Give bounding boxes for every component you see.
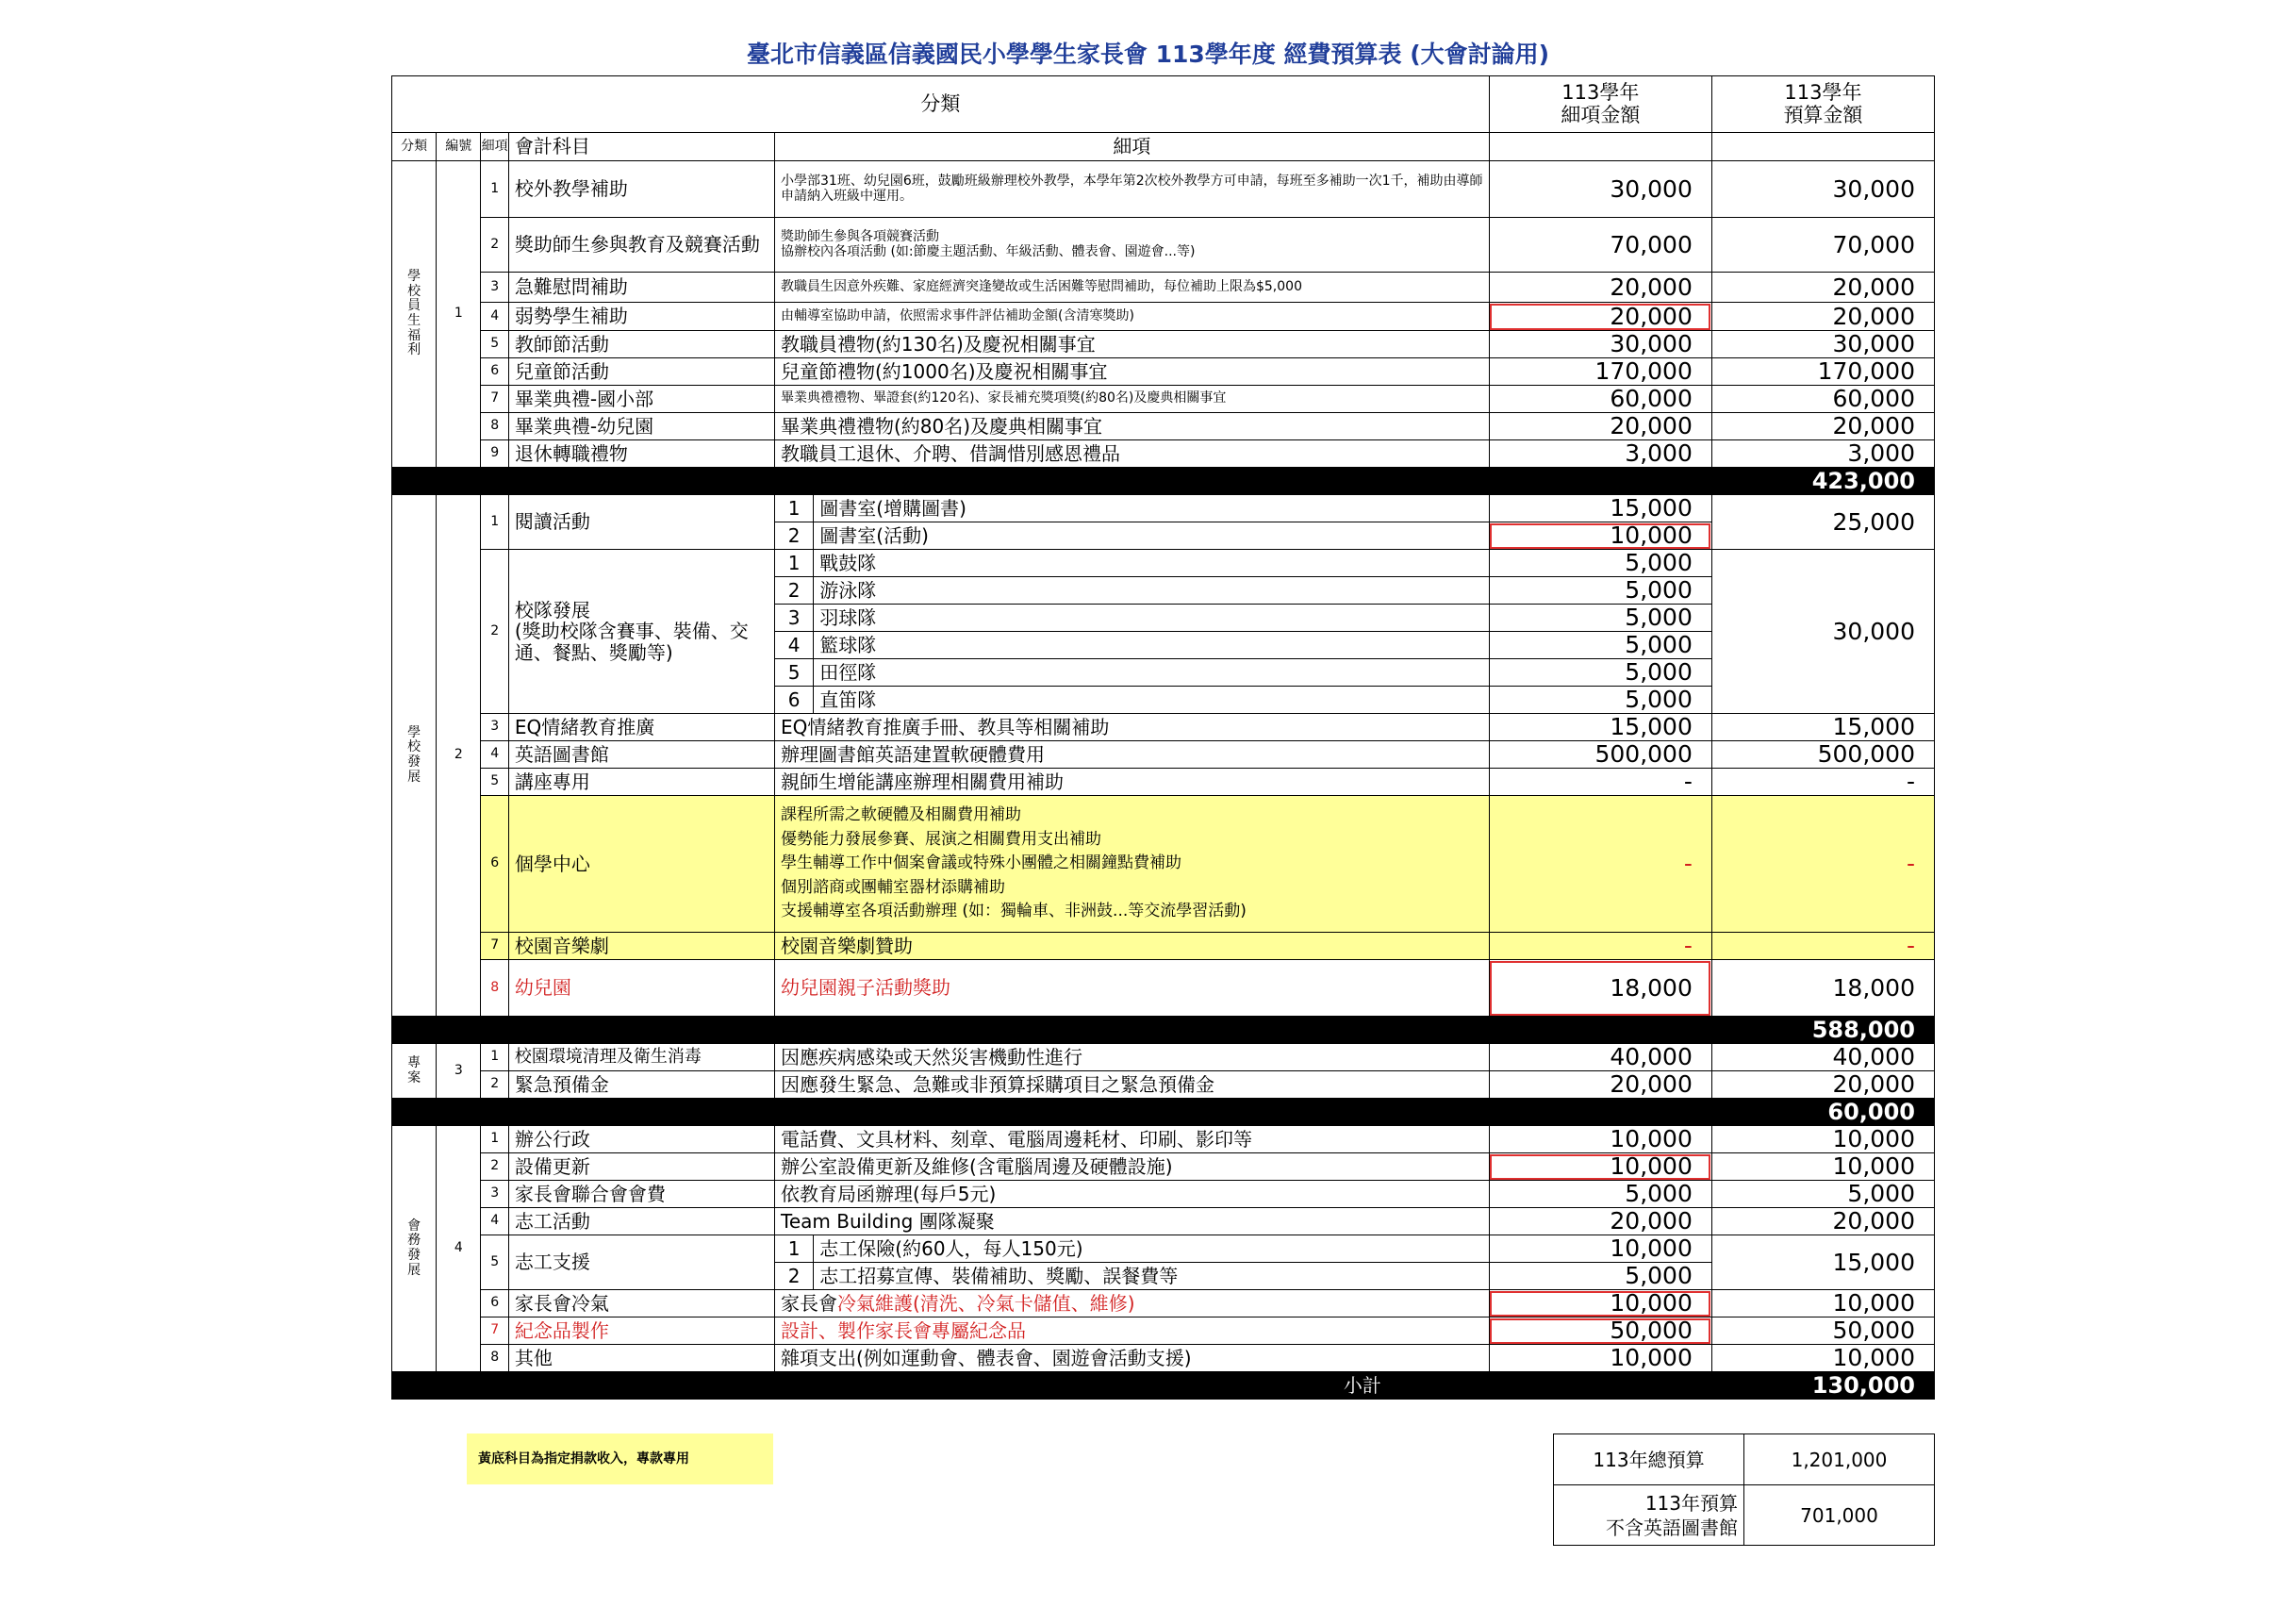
item-amount: 5,000 xyxy=(1489,1263,1711,1290)
header-sub-item: 細項 xyxy=(481,133,509,161)
item-no: 4 xyxy=(481,1208,509,1235)
item-amount: 5,000 xyxy=(1489,550,1711,577)
item-amount: - xyxy=(1489,769,1711,796)
subject-cell: 個學中心 xyxy=(508,796,774,933)
item-amount: 5,000 xyxy=(1489,605,1711,632)
item-amount: 10,000 xyxy=(1489,1290,1711,1317)
item-amount: 20,000 xyxy=(1489,1208,1711,1235)
detail-cell: Team Building 團隊凝聚 xyxy=(775,1208,1490,1235)
budget-amount: 170,000 xyxy=(1711,358,1934,386)
bar-cell xyxy=(392,468,1490,495)
subject-cell: 教師節活動 xyxy=(508,331,774,358)
subject-cell: 辦公行政 xyxy=(508,1126,774,1153)
table-row xyxy=(392,769,1935,796)
item-amount: 5,000 xyxy=(1489,577,1711,605)
item-amount: 20,000 xyxy=(1489,1071,1711,1099)
item-no: 6 xyxy=(481,1290,509,1317)
sub-item-no: 5 xyxy=(775,659,814,687)
table-row xyxy=(392,440,1935,468)
subject-cell: 畢業典禮-國小部 xyxy=(508,386,774,413)
subject-cell: 設備更新 xyxy=(508,1153,774,1181)
category-project: 專 案 xyxy=(392,1044,437,1099)
item-amount: 15,000 xyxy=(1489,714,1711,741)
section-total: 60,000 xyxy=(1711,1099,1934,1126)
subject-cell: 校外教學補助 xyxy=(508,161,774,218)
budget-amount: 60,000 xyxy=(1711,386,1934,413)
budget-amount: 30,000 xyxy=(1711,161,1934,218)
subtotal-label: 小計 xyxy=(392,1372,1712,1400)
subject-cell: 英語圖書館 xyxy=(508,741,774,769)
subject-cell: EQ情緒教育推廣 xyxy=(508,714,774,741)
item-no: 2 xyxy=(481,218,509,273)
item-amount: 10,000 xyxy=(1489,1345,1711,1372)
subject-cell: 兒童節活動 xyxy=(508,358,774,386)
subject-cell: 緊急預備金 xyxy=(508,1071,774,1099)
section-total: 588,000 xyxy=(1711,1017,1934,1044)
budget-amount: 20,000 xyxy=(1711,303,1934,331)
item-amount: - xyxy=(1489,933,1711,960)
subject-cell: 家長會聯合會會費 xyxy=(508,1181,774,1208)
table-row xyxy=(392,1290,1935,1317)
bar-cell xyxy=(1489,1099,1711,1126)
detail-cell: 游泳隊 xyxy=(814,577,1490,605)
subject-cell: 校隊發展 (獎助校隊含賽事、裝備、交通、餐點、獎勵等) xyxy=(508,550,774,714)
detail-text: 家長會 xyxy=(781,1291,837,1315)
table-row xyxy=(392,218,1935,273)
subject-cell: 家長會冷氣 xyxy=(508,1290,774,1317)
table-row xyxy=(392,796,1935,933)
budget-amount: - xyxy=(1711,769,1934,796)
table-row xyxy=(392,413,1935,440)
item-no: 8 xyxy=(481,1345,509,1372)
item-amount: 3,000 xyxy=(1489,440,1711,468)
subject-cell: 幼兒園 xyxy=(508,960,774,1017)
budget-amount: 15,000 xyxy=(1711,1235,1934,1290)
table-row xyxy=(392,76,1935,133)
table-row xyxy=(392,303,1935,331)
section-total-row xyxy=(392,1017,1935,1044)
detail-cell: 志工保險(約60人，每人150元) xyxy=(814,1235,1490,1263)
detail-cell: 戰鼓隊 xyxy=(814,550,1490,577)
item-no: 2 xyxy=(481,550,509,714)
detail-cell: 田徑隊 xyxy=(814,659,1490,687)
subject-cell: 其他 xyxy=(508,1345,774,1372)
detail-cell: 畢業典禮禮物、畢證套(約120名)、家長補充獎項獎(約80名)及慶典相關事宜 xyxy=(775,386,1490,413)
budget-amount: 25,000 xyxy=(1711,495,1934,550)
item-amount: 30,000 xyxy=(1489,161,1711,218)
detail-cell: 辦理圖書館英語建置軟硬體費用 xyxy=(775,741,1490,769)
sub-item-no: 1 xyxy=(775,550,814,577)
table-row xyxy=(392,1181,1935,1208)
item-amount: 500,000 xyxy=(1489,741,1711,769)
item-amount: 10,000 xyxy=(1489,522,1711,550)
item-amount: 20,000 xyxy=(1489,273,1711,303)
budget-amount: 3,000 xyxy=(1711,440,1934,468)
item-amount: 20,000 xyxy=(1489,413,1711,440)
item-no: 1 xyxy=(481,1126,509,1153)
item-no: 4 xyxy=(481,741,509,769)
table-row xyxy=(392,550,1935,577)
page-title: 臺北市信義區信義國民小學學生家長會 113學年度 經費預算表 (大會討論用) xyxy=(746,41,1550,68)
budget-amount: 10,000 xyxy=(1711,1153,1934,1181)
budget-amount: - xyxy=(1711,796,1934,933)
item-amount: 5,000 xyxy=(1489,632,1711,659)
item-amount: 10,000 xyxy=(1489,1126,1711,1153)
table-row xyxy=(392,714,1935,741)
note-yellow-legend: 黃底科目為指定捐款收入，專款專用 xyxy=(467,1433,773,1484)
budget-amount: 20,000 xyxy=(1711,1071,1934,1099)
header-item-amount: 113學年 細項金額 xyxy=(1489,76,1711,133)
detail-cell: 教職員禮物(約130名)及慶祝相關事宜 xyxy=(775,331,1490,358)
item-amount: 5,000 xyxy=(1489,659,1711,687)
total-budget-value: 1,201,000 xyxy=(1744,1434,1935,1485)
detail-cell: 依教育局函辦理(每戶5元) xyxy=(775,1181,1490,1208)
budget-amount: 18,000 xyxy=(1711,960,1934,1017)
table-row xyxy=(392,386,1935,413)
section-no: 3 xyxy=(437,1044,481,1099)
item-amount: 10,000 xyxy=(1489,1153,1711,1181)
section-no: 1 xyxy=(437,161,481,468)
item-amount: - xyxy=(1489,796,1711,933)
section-no: 4 xyxy=(437,1126,481,1372)
budget-amount: 10,000 xyxy=(1711,1290,1934,1317)
item-no: 3 xyxy=(481,273,509,303)
total-budget-label: 113年總預算 xyxy=(1554,1434,1744,1485)
table-row xyxy=(392,1345,1935,1372)
subject-cell: 紀念品製作 xyxy=(508,1317,774,1345)
item-no: 5 xyxy=(481,769,509,796)
item-no: 6 xyxy=(481,796,509,933)
sub-item-no: 4 xyxy=(775,632,814,659)
detail-cell: 圖書室(活動) xyxy=(814,522,1490,550)
item-no: 1 xyxy=(481,1044,509,1071)
item-no: 2 xyxy=(481,1153,509,1181)
item-amount: 20,000 xyxy=(1489,303,1711,331)
item-no: 1 xyxy=(481,495,509,550)
budget-amount: 20,000 xyxy=(1711,413,1934,440)
budget-amount: - xyxy=(1711,933,1934,960)
subject-cell: 講座專用 xyxy=(508,769,774,796)
sub-item-no: 1 xyxy=(775,495,814,522)
item-no: 8 xyxy=(481,413,509,440)
item-no: 3 xyxy=(481,1181,509,1208)
section-no: 2 xyxy=(437,495,481,1017)
budget-excluding-library-value: 701,000 xyxy=(1744,1485,1935,1546)
detail-cell: 羽球隊 xyxy=(814,605,1490,632)
item-no: 5 xyxy=(481,1235,509,1290)
table-row xyxy=(392,133,1935,161)
table-row xyxy=(392,933,1935,960)
detail-cell xyxy=(775,1290,1490,1317)
table-row xyxy=(392,273,1935,303)
subject-cell: 校園音樂劇 xyxy=(508,933,774,960)
header-sub-category: 分類 xyxy=(392,133,437,161)
table-row xyxy=(392,1317,1935,1345)
item-amount: 40,000 xyxy=(1489,1044,1711,1071)
table-row xyxy=(392,1153,1935,1181)
detail-cell: 幼兒園親子活動獎助 xyxy=(775,960,1490,1017)
sub-item-no: 2 xyxy=(775,577,814,605)
bar-cell xyxy=(392,1017,1490,1044)
table-row xyxy=(392,1044,1935,1071)
section-total-row xyxy=(392,1372,1935,1400)
table-row xyxy=(392,331,1935,358)
item-no: 1 xyxy=(481,161,509,218)
item-amount: 5,000 xyxy=(1489,687,1711,714)
item-no: 5 xyxy=(481,331,509,358)
budget-amount: 10,000 xyxy=(1711,1126,1934,1153)
table-row xyxy=(392,1126,1935,1153)
item-amount: 5,000 xyxy=(1489,1181,1711,1208)
subject-cell: 獎助師生參與教育及競賽活動 xyxy=(508,218,774,273)
subject-cell: 志工活動 xyxy=(508,1208,774,1235)
subject-cell: 閱讀活動 xyxy=(508,495,774,550)
item-amount: 10,000 xyxy=(1489,1235,1711,1263)
sub-item-no: 3 xyxy=(775,605,814,632)
item-no: 7 xyxy=(481,1317,509,1345)
detail-cell: 因應疾病感染或天然災害機動性進行 xyxy=(775,1044,1490,1071)
budget-amount: 50,000 xyxy=(1711,1317,1934,1345)
section-total: 130,000 xyxy=(1711,1372,1934,1400)
header-subject: 會計科目 xyxy=(508,133,774,161)
detail-cell: 因應發生緊急、急難或非預算採購項目之緊急預備金 xyxy=(775,1071,1490,1099)
detail-cell: EQ情緒教育推廣手冊、教具等相關補助 xyxy=(775,714,1490,741)
totals-table xyxy=(1553,1433,1935,1546)
budget-amount: 30,000 xyxy=(1711,550,1934,714)
table-row xyxy=(392,1071,1935,1099)
item-no: 9 xyxy=(481,440,509,468)
detail-cell: 直笛隊 xyxy=(814,687,1490,714)
sub-item-no: 2 xyxy=(775,1263,814,1290)
empty-cell xyxy=(1489,133,1711,161)
header-budget-amount: 113學年 預算金額 xyxy=(1711,76,1934,133)
item-amount: 18,000 xyxy=(1489,960,1711,1017)
table-row xyxy=(392,1235,1935,1263)
sub-item-no: 6 xyxy=(775,687,814,714)
budget-amount: 40,000 xyxy=(1711,1044,1934,1071)
item-no: 3 xyxy=(481,714,509,741)
bar-cell xyxy=(392,1099,1490,1126)
item-amount: 15,000 xyxy=(1489,495,1711,522)
item-amount: 70,000 xyxy=(1489,218,1711,273)
section-total-row xyxy=(392,468,1935,495)
item-no: 8 xyxy=(481,960,509,1017)
detail-cell: 小學部31班、幼兒園6班，鼓勵班級辦理校外教學，本學年第2次校外教學方可申請，每班至多補助一次1千，補助由導師申請納入班級中運用。 xyxy=(775,161,1490,218)
category-welfare: 學 校 員 生 福 利 xyxy=(392,161,437,468)
detail-text-red: 冷氣維護(清洗、冷氣卡儲值、維修) xyxy=(837,1291,1135,1315)
subject-cell: 畢業典禮-幼兒園 xyxy=(508,413,774,440)
category-development: 學 校 發 展 xyxy=(392,495,437,1017)
item-no: 7 xyxy=(481,933,509,960)
budget-amount: 500,000 xyxy=(1711,741,1934,769)
item-no: 6 xyxy=(481,358,509,386)
category-association: 會 務 發 展 xyxy=(392,1126,437,1372)
detail-cell: 設計、製作家長會專屬紀念品 xyxy=(775,1317,1490,1345)
table-row xyxy=(392,960,1935,1017)
sub-item-no: 2 xyxy=(775,522,814,550)
section-total: 423,000 xyxy=(1711,468,1934,495)
budget-amount: 20,000 xyxy=(1711,273,1934,303)
detail-cell: 志工招募宣傳、裝備補助、獎勵、誤餐費等 xyxy=(814,1263,1490,1290)
item-amount: 60,000 xyxy=(1489,386,1711,413)
bar-cell xyxy=(1489,1017,1711,1044)
budget-table xyxy=(391,75,1935,1400)
budget-amount: 15,000 xyxy=(1711,714,1934,741)
detail-cell: 校園音樂劇贊助 xyxy=(775,933,1490,960)
budget-amount: 30,000 xyxy=(1711,331,1934,358)
item-no: 2 xyxy=(481,1071,509,1099)
header-category: 分類 xyxy=(392,76,1490,133)
table-row xyxy=(392,741,1935,769)
detail-cell: 由輔導室協助申請，依照需求事件評估補助金額(含清寒獎助) xyxy=(775,303,1490,331)
table-row xyxy=(392,358,1935,386)
detail-cell: 雜項支出(例如運動會、體表會、園遊會活動支援) xyxy=(775,1345,1490,1372)
subject-cell: 急難慰問補助 xyxy=(508,273,774,303)
detail-cell: 教職員工退休、介聘、借調惜別感恩禮品 xyxy=(775,440,1490,468)
budget-amount: 20,000 xyxy=(1711,1208,1934,1235)
detail-cell: 圖書室(增購圖書) xyxy=(814,495,1490,522)
empty-cell xyxy=(1711,133,1934,161)
table-row xyxy=(392,161,1935,218)
detail-cell: 籃球隊 xyxy=(814,632,1490,659)
header-detail: 細項 xyxy=(775,133,1490,161)
item-no: 4 xyxy=(481,303,509,331)
detail-cell: 教職員生因意外疾難、家庭經濟突逢變故或生活困難等慰問補助，每位補助上限為$5,000 xyxy=(775,273,1490,303)
detail-cell: 獎助師生參與各項競賽活動 協辦校內各項活動 (如:節慶主題活動、年級活動、體表會、園遊會...等) xyxy=(775,218,1490,273)
budget-amount: 70,000 xyxy=(1711,218,1934,273)
detail-cell: 兒童節禮物(約1000名)及慶祝相關事宜 xyxy=(775,358,1490,386)
budget-amount: 10,000 xyxy=(1711,1345,1934,1372)
section-total-row xyxy=(392,1099,1935,1126)
subject-cell: 退休轉職禮物 xyxy=(508,440,774,468)
detail-cell: 辦公室設備更新及維修(含電腦周邊及硬體設施) xyxy=(775,1153,1490,1181)
table-row xyxy=(392,495,1935,522)
budget-amount: 5,000 xyxy=(1711,1181,1934,1208)
sub-item-no: 1 xyxy=(775,1235,814,1263)
item-amount: 170,000 xyxy=(1489,358,1711,386)
detail-cell: 畢業典禮禮物(約80名)及慶典相關事宜 xyxy=(775,413,1490,440)
item-no: 7 xyxy=(481,386,509,413)
detail-cell: 電話費、文具材料、刻章、電腦周邊耗材、印刷、影印等 xyxy=(775,1126,1490,1153)
bar-cell xyxy=(1489,468,1711,495)
subject-cell: 校園環境清理及衛生消毒 xyxy=(508,1044,774,1071)
subject-cell: 弱勢學生補助 xyxy=(508,303,774,331)
detail-cell: 親師生增能講座辦理相關費用補助 xyxy=(775,769,1490,796)
detail-cell: 課程所需之軟硬體及相關費用補助 優勢能力發展參賽、展演之相關費用支出補助 學生輔導工作中個案會議或特殊小團體之相關鐘點費補助 個別諮商或團輔室器材添購補助 支援輔導室各項活動辦理 (如：獨輪車、非洲鼓...等交流學習活動) xyxy=(775,796,1490,933)
item-amount: 30,000 xyxy=(1489,331,1711,358)
budget-excluding-library-label: 113年預算 不含英語圖書館 xyxy=(1554,1485,1744,1546)
item-amount: 50,000 xyxy=(1489,1317,1711,1345)
table-row xyxy=(392,1208,1935,1235)
header-sub-no: 編號 xyxy=(437,133,481,161)
subject-cell: 志工支援 xyxy=(508,1235,774,1290)
